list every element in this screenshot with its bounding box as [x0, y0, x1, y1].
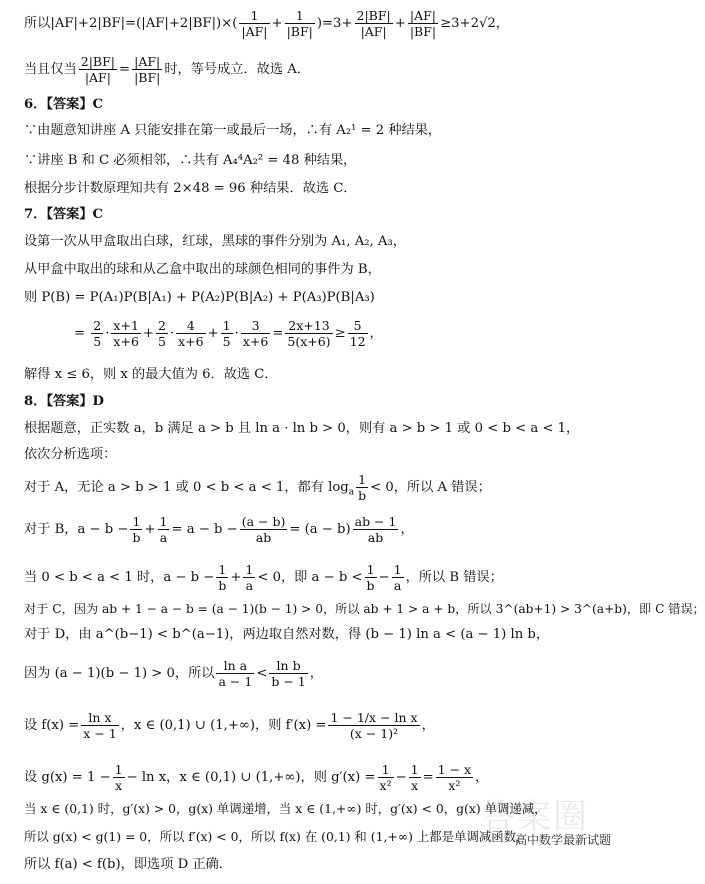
text: 当且仅当: [24, 62, 77, 77]
fraction: [348, 318, 368, 349]
numerator: 1: [130, 514, 142, 530]
watermark-glyphs: 答案圈: [481, 797, 589, 837]
text: 对于 B，a − b −: [24, 522, 129, 537]
fraction: [176, 318, 205, 349]
answer-header: 8．【答案】D: [24, 394, 104, 409]
fraction: [239, 8, 269, 39]
fraction: [79, 54, 117, 85]
text: ，: [475, 770, 489, 785]
denominator: b: [358, 488, 367, 503]
denominator: b − 1: [271, 674, 306, 689]
answer-header: 7．【答案】C: [24, 207, 104, 222]
fraction: [269, 658, 307, 689]
text: 设 g(x) = 1 −: [24, 770, 111, 785]
fraction: [240, 514, 288, 545]
text: 对于 A，无论 a > b > 1 或 0 < b < a < 1，都有 log: [24, 480, 349, 495]
denominator: x²: [379, 778, 392, 793]
denominator: a: [245, 578, 254, 593]
text: = (a − b): [289, 522, 351, 537]
numerator: |AF|: [408, 8, 438, 24]
solution-line: ∵讲座 B 和 C 必须相邻，∴共有 A₄⁴A₂² = 48 种结果，: [24, 153, 357, 168]
numerator: 1: [378, 762, 394, 778]
numerator: |AF|: [132, 54, 162, 70]
text: −: [395, 770, 407, 785]
option-b-line-2: [24, 562, 625, 593]
text: ，: [400, 522, 414, 537]
numerator: x+1: [113, 318, 139, 333]
text: 因为 (a − 1)(b − 1) > 0，所以: [24, 666, 215, 681]
numerator: 2: [157, 318, 166, 333]
numerator: 1: [393, 562, 402, 577]
option-c-line: 对于 C，因为 ab + 1 − a − b = (a − 1)(b − 1) > 0，所以 ab + 1 > a + b，所以 3^(ab+1) > 3^(a+b)，即 C 错误；: [24, 602, 705, 616]
answer-header: 6．【答案】C: [24, 97, 104, 112]
text: +: [394, 16, 406, 31]
denominator: 5: [157, 334, 166, 349]
text: +: [271, 16, 283, 31]
fraction: [409, 762, 421, 793]
fraction: [328, 710, 419, 741]
solution-line: ∵由题意知讲座 A 只能安排在第一或最后一场，∴有 A₂¹ = 2 种结果，: [24, 123, 442, 138]
watermark: [449, 798, 619, 856]
text: 时，等号成立．故选 A．: [164, 62, 310, 77]
denominator: b: [218, 578, 227, 593]
numerator: 4: [176, 318, 205, 334]
solution-line: 根据分步计数原理知共有 2×48 = 96 种结果．故选 C．: [24, 181, 357, 196]
fraction: [285, 318, 332, 349]
denominator: x: [411, 778, 419, 793]
solution-line: 则 P(B) = P(A₁)P(B|A₁) + P(A₂)P(B|A₂) + P(A₃)P(B|A₃): [24, 290, 375, 305]
denominator: (x − 1)²: [349, 726, 399, 741]
denominator: 12: [349, 334, 366, 349]
fraction: [216, 658, 254, 689]
numerator: 3: [241, 318, 270, 334]
numerator: 1 − x: [437, 762, 472, 777]
fraction: [130, 514, 142, 545]
solution-line: 设第一次从甲盒取出白球，红球，黑球的事件分别为 A₁, A₂, A₃，: [24, 234, 406, 249]
solution-line: [24, 658, 625, 689]
numerator: 1: [356, 472, 368, 488]
denominator: ab: [367, 530, 384, 545]
denominator: x+6: [113, 334, 139, 349]
text: − ln x，x ∈ (0,1) ∪ (1,+∞)，则 g′(x) =: [126, 770, 376, 785]
fraction: [91, 318, 103, 349]
numerator: ab − 1: [354, 514, 397, 529]
numerator: ln x: [81, 710, 118, 726]
fraction: [436, 762, 473, 793]
text: ，所以 B 错误；: [405, 570, 503, 585]
denominator: 5(x+6): [287, 334, 331, 349]
text: 当 0 < b < a < 1 时，a − b −: [24, 570, 215, 585]
fraction: [216, 562, 228, 593]
fraction: [158, 514, 170, 545]
solution-line: [24, 54, 625, 85]
text: < 0，所以 A 错误；: [370, 480, 491, 495]
denominator: a − 1: [218, 674, 253, 689]
denominator: b: [132, 530, 141, 545]
denominator: b: [366, 578, 375, 593]
numerator: 2|BF|: [80, 54, 115, 69]
text: =: [74, 326, 86, 341]
denominator: x+6: [242, 334, 269, 349]
fraction: [353, 514, 399, 545]
text: ，: [309, 666, 323, 681]
denominator: |BF|: [134, 70, 161, 85]
numerator: 1: [114, 762, 123, 777]
solution-line: 当 x ∈ (0,1) 时，g′(x) > 0，g(x) 单调递增，当 x ∈ (1,+∞) 时，g′(x) < 0，g(x) 单调递减，: [24, 801, 547, 816]
fraction: [392, 562, 404, 593]
denominator: 5: [222, 334, 231, 349]
denominator: x+6: [178, 334, 204, 349]
denominator: x: [115, 778, 123, 793]
numerator: 5: [348, 318, 368, 334]
numerator: 1: [159, 514, 168, 529]
fraction: [241, 318, 270, 349]
option-b-line: [24, 514, 625, 545]
denominator: |AF|: [241, 24, 268, 39]
fraction: [355, 8, 393, 39]
text: 所以|AF|+2|BF|=(|AF|+2|BF|)×(: [24, 16, 238, 31]
numerator: 1: [216, 562, 228, 578]
numerator: 2x+13: [285, 318, 332, 334]
text: <: [256, 666, 268, 681]
denominator: x²: [448, 778, 461, 793]
fraction: [408, 8, 438, 39]
fraction: [111, 318, 140, 349]
solution-line: [24, 8, 625, 39]
denominator: a: [159, 530, 168, 545]
fraction: [378, 762, 394, 793]
solution-line: 从甲盒中取出的球和从乙盒中取出的球颜色相同的事件为 B，: [24, 262, 381, 277]
numerator: (a − b): [241, 514, 286, 529]
denominator: |AF|: [360, 24, 387, 39]
numerator: ln b: [269, 658, 307, 674]
text: = a − b −: [171, 522, 238, 537]
fraction: [156, 318, 168, 349]
denominator: |BF|: [286, 24, 313, 39]
text: =: [119, 62, 131, 77]
watermark-text: 高中数学最新试题: [514, 833, 611, 847]
solution-line: 所以 g(x) < g(1) = 0，所以 f′(x) < 0，所以 f(x) 在 (0,1) 和 (1,+∞) 上都是单调减函数，: [24, 829, 529, 844]
text: 设 f(x) =: [24, 718, 80, 733]
numerator: 1: [222, 318, 231, 333]
fraction: [365, 562, 377, 593]
numerator: 1: [365, 562, 377, 578]
fraction: [356, 472, 368, 503]
numerator: 1: [245, 562, 254, 577]
denominator: 5: [93, 334, 102, 349]
solution-line: 所以 f(a) < f(b)，即选项 D 正确．: [24, 857, 232, 872]
numerator: 2: [93, 318, 102, 333]
numerator: 1: [239, 8, 269, 24]
denominator: |BF|: [409, 24, 437, 39]
subscript: a: [348, 487, 355, 498]
solution-line: 依次分析选项：: [24, 447, 117, 462]
text: )=3+: [316, 16, 353, 31]
numerator: 2|BF|: [356, 8, 391, 23]
solution-line: [24, 710, 625, 741]
denominator: a: [393, 578, 402, 593]
solution-line: = $\frac{2}{5}$ · $\frac{x+1}{x+6}$ + $\frac{2}{5}$ · $\frac{4}{x+6}$ + $\frac{1}{5}$ · $\frac{3}{x+6}$ = $\frac{2x+13}{5(x+6)}$ ≥ $\frac{5}{12}$ ，: [74, 318, 383, 349]
text: −: [378, 570, 390, 585]
option-a-line: [24, 472, 625, 503]
denominator: x − 1: [83, 726, 117, 741]
numerator: ln a: [216, 658, 254, 674]
denominator: |AF|: [84, 70, 111, 85]
fraction: [285, 8, 315, 39]
text: ，: [421, 718, 435, 733]
solution-line: 解得 x ≤ 6，则 x 的最大值为 6．故选 C．: [24, 367, 278, 382]
fraction: [132, 54, 162, 85]
numerator: 1 − 1/x − ln x: [330, 710, 418, 725]
solution-line: 根据题意，正实数 a，b 满足 a > b 且 ln a · ln b > 0，则有 a > b > 1 或 0 < b < a < 1，: [24, 421, 580, 436]
numerator: 1: [285, 8, 315, 24]
text: ，x ∈ (0,1) ∪ (1,+∞)，则 f′(x) =: [120, 718, 327, 733]
text: +: [144, 522, 156, 537]
text: ≥3+2√2，: [440, 16, 509, 31]
option-d-line: 对于 D，由 a^(b−1) < b^(a−1)，两边取自然对数，得 (b − 1) ln a < (a − 1) ln b，: [24, 627, 550, 642]
fraction: [113, 762, 125, 793]
text: < 0，即 a − b <: [257, 570, 363, 585]
text: =: [422, 770, 434, 785]
text: +: [230, 570, 242, 585]
numerator: 1: [410, 762, 419, 777]
denominator: ab: [255, 530, 272, 545]
fraction: [81, 710, 118, 741]
fraction: [221, 318, 233, 349]
fraction: [243, 562, 255, 593]
